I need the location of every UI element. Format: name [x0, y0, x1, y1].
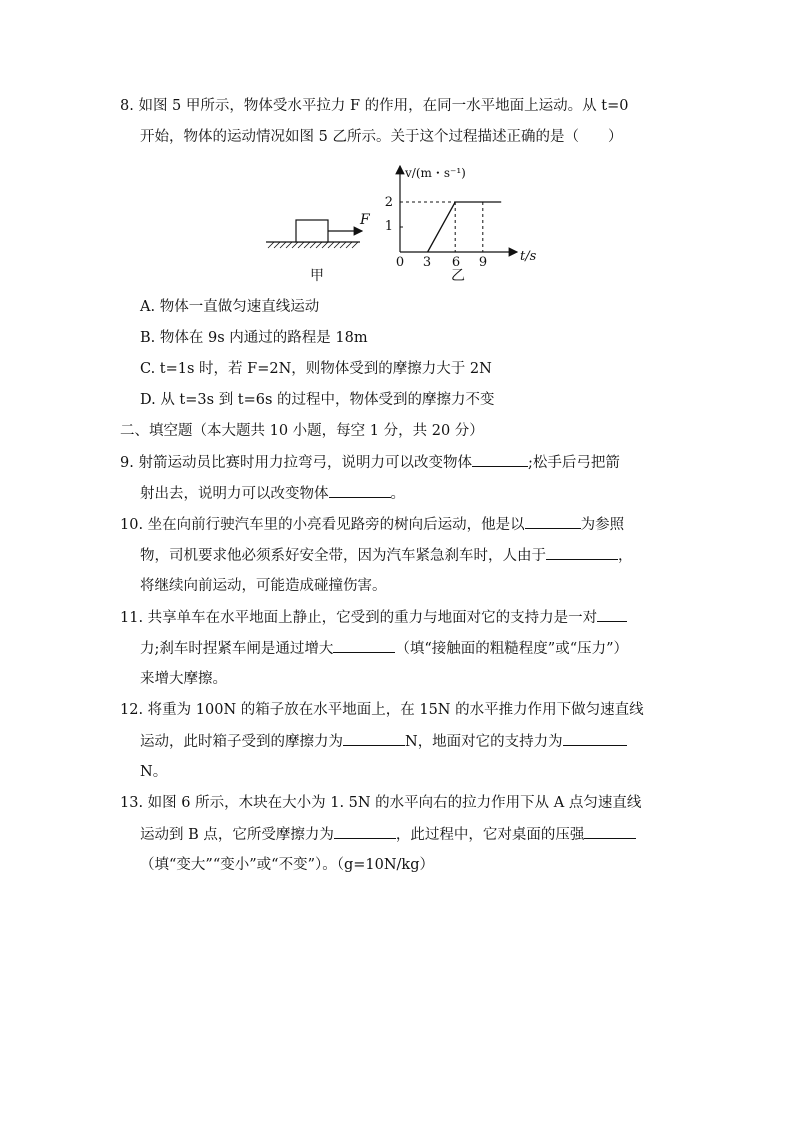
q13-text-2a: 运动到 B 点，它所受摩擦力为 [140, 827, 334, 843]
q10-blank-2[interactable] [546, 545, 618, 560]
q10-line-2 [140, 545, 633, 566]
section-2-heading: 二、填空题（本大题共 10 小题，每空 1 分，共 20 分） [120, 423, 484, 439]
y-tick-1: 1 [384, 219, 393, 234]
velocity-series-line [428, 202, 502, 252]
q9-text-2b: 。 [390, 486, 405, 502]
q12-blank-2[interactable] [563, 731, 627, 746]
q11-line-2 [140, 638, 628, 659]
q10-blank-1[interactable] [525, 514, 581, 529]
q8-line-1: 8. 如图 5 甲所示，物体受水平拉力 F 的作用，在同一水平地面上运动。从 t=0 [120, 98, 629, 114]
q12-line-3: N。 [140, 764, 168, 780]
q8-option-d: D. 从 t=3s 到 t=6s 的过程中，物体受到的摩擦力不变 [140, 392, 495, 408]
q12-line-2 [140, 731, 627, 752]
x-tick-0: 0 [395, 255, 405, 270]
q13-blank-1[interactable] [334, 824, 396, 839]
q9-blank-2[interactable] [329, 483, 391, 498]
q11-blank-2[interactable] [333, 638, 395, 653]
x-axis-label: t/s [520, 249, 537, 264]
figure-jia-caption: 甲 [310, 268, 324, 284]
q11-text-2a: 力;刹车时捏紧车闸是通过增大 [140, 641, 334, 657]
q10-line-1 [120, 514, 624, 535]
x-tick-3: 3 [422, 255, 432, 270]
q8-option-b: B. 物体在 9s 内通过的路程是 18m [140, 330, 368, 346]
q12-line-1: 12. 将重为 100N 的箱子放在水平地面上，在 15N 的水平推力作用下做匀速直线 [120, 702, 644, 718]
velocity-plot [400, 202, 501, 252]
q10-line-3: 将继续向前运动，可能造成碰撞伤害。 [140, 578, 387, 594]
q11-line-1 [120, 607, 627, 628]
q10-text-2b: ， [618, 548, 633, 564]
q9-line-1 [120, 452, 620, 473]
y-tick-2: 2 [384, 195, 393, 210]
q13-blank-2[interactable] [584, 824, 636, 839]
figure-5 [262, 160, 552, 290]
q13-text-2b: ，此过程中，它对桌面的压强 [395, 827, 585, 843]
q10-text-1a: 10. 坐在向前行驶汽车里的小亮看见路旁的树向后运动，他是以 [120, 517, 525, 533]
q11-blank-1[interactable] [597, 607, 627, 622]
q12-text-2b: N，地面对它的支持力为 [405, 734, 563, 750]
q13-line-2 [140, 824, 636, 845]
q10-text-1b: 为参照 [580, 517, 625, 533]
figure-jia [266, 212, 371, 284]
q9-line-2 [140, 483, 405, 504]
y-axis-label: v/(m・s⁻¹) [405, 166, 466, 180]
q10-text-2a: 物，司机要求他必须系好安全带，因为汽车紧急刹车时，人由于 [140, 548, 546, 564]
figure-yi-caption: 乙 [451, 268, 465, 284]
x-tick-6: 6 [451, 255, 461, 270]
q11-line-3: 来增大摩擦。 [140, 671, 227, 687]
block [296, 220, 328, 242]
force-label: F [360, 212, 370, 228]
q9-text-2a: 射出去，说明力可以改变物体 [140, 486, 329, 502]
q11-text-2b: （填“接触面的粗糙程度”或“压力”） [395, 641, 629, 657]
q9-text-1a: 9. 射箭运动员比赛时用力拉弯弓，说明力可以改变物体 [120, 455, 472, 471]
q8-line-2: 开始，物体的运动情况如图 5 乙所示。关于这个过程描述正确的是（ ） [140, 129, 623, 145]
q8-option-a: A. 物体一直做匀速直线运动 [140, 299, 320, 315]
q8-option-c: C. t=1s 时，若 F=2N，则物体受到的摩擦力大于 2N [140, 361, 492, 377]
q11-text-1a: 11. 共享单车在水平地面上静止，它受到的重力与地面对它的支持力是一对 [120, 610, 598, 626]
q13-line-3: （填“变大”“变小”或“不变”）。（g=10N/kg） [140, 857, 434, 873]
q12-text-2a: 运动，此时箱子受到的摩擦力为 [140, 734, 343, 750]
q13-line-1: 13. 如图 6 所示，木块在大小为 1. 5N 的水平向右的拉力作用下从 A 点匀速直线 [120, 795, 642, 811]
q9-blank-1[interactable] [472, 452, 528, 467]
x-tick-9: 9 [478, 255, 488, 270]
q9-text-1b: ;松手后弓把箭 [527, 455, 620, 471]
figure-yi [385, 166, 537, 284]
ground-hatch [268, 242, 358, 248]
q12-blank-1[interactable] [343, 731, 405, 746]
